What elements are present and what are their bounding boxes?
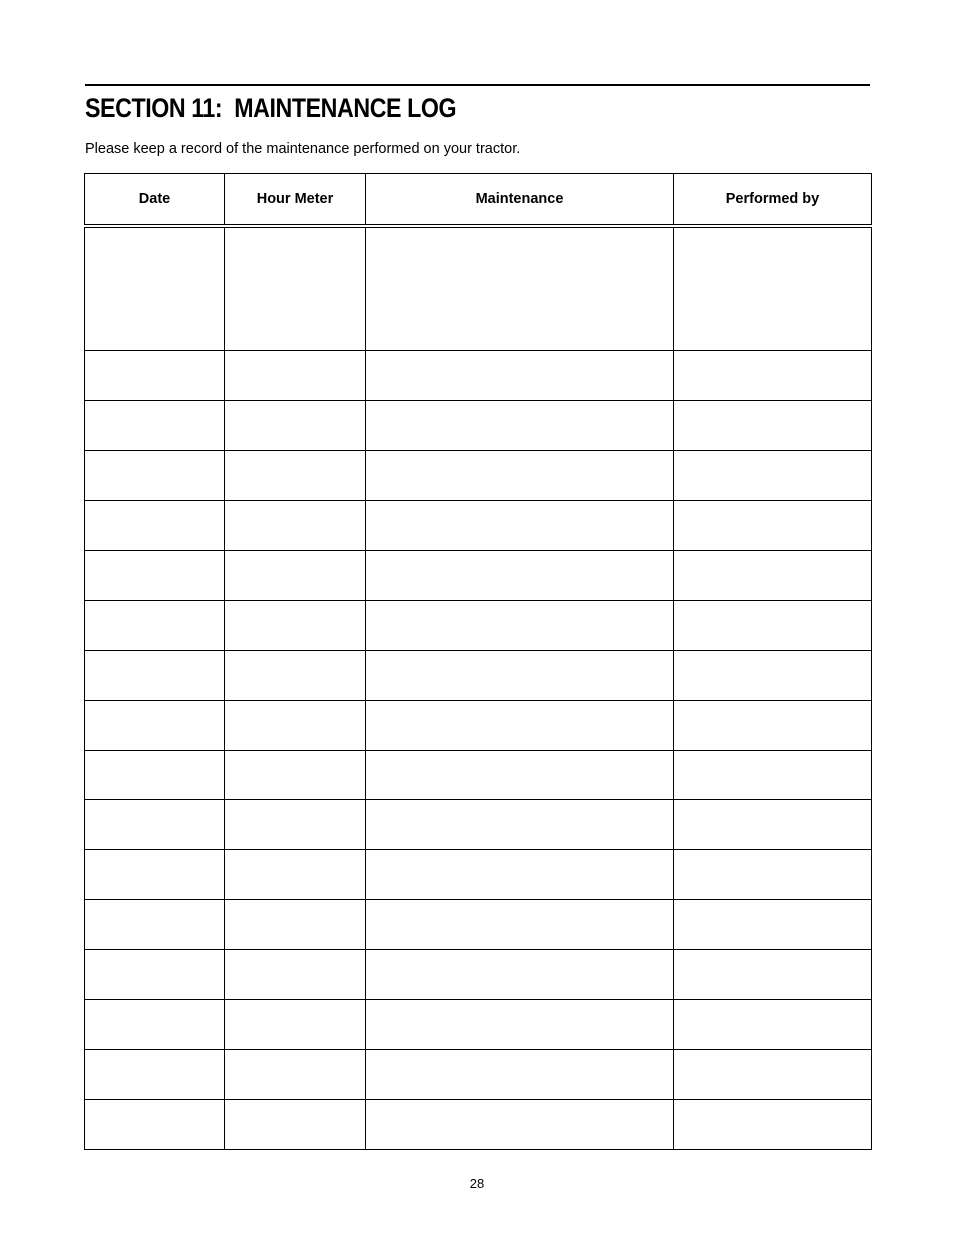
cell-date[interactable] [85,750,225,800]
cell-maintenance[interactable] [366,900,674,950]
cell-maintenance[interactable] [366,501,674,551]
cell-performed-by[interactable] [674,351,872,401]
cell-performed-by[interactable] [674,1099,872,1149]
cell-hour-meter[interactable] [225,1049,366,1099]
cell-maintenance[interactable] [366,451,674,501]
cell-hour-meter[interactable] [225,900,366,950]
table-row [85,401,872,451]
cell-hour-meter[interactable] [225,1099,366,1149]
column-header-maintenance: Maintenance [366,174,674,227]
cell-performed-by[interactable] [674,401,872,451]
cell-hour-meter[interactable] [225,850,366,900]
cell-hour-meter[interactable] [225,451,366,501]
cell-performed-by[interactable] [674,650,872,700]
column-header-date: Date [85,174,225,227]
cell-date[interactable] [85,501,225,551]
table-row [85,850,872,900]
cell-hour-meter[interactable] [225,650,366,700]
table-row [85,900,872,950]
cell-maintenance[interactable] [366,700,674,750]
cell-performed-by[interactable] [674,550,872,600]
table-row [85,700,872,750]
cell-maintenance[interactable] [366,351,674,401]
intro-text: Please keep a record of the maintenance performed on your tractor. [85,141,521,157]
maintenance-log-table [84,173,872,1150]
cell-maintenance[interactable] [366,1049,674,1099]
cell-maintenance[interactable] [366,650,674,700]
cell-performed-by[interactable] [674,600,872,650]
cell-hour-meter[interactable] [225,401,366,451]
cell-hour-meter[interactable] [225,226,366,351]
table-row [85,451,872,501]
section-title: SECTION 11: MAINTENANCE LOG [85,93,457,123]
table-row [85,501,872,551]
cell-maintenance[interactable] [366,800,674,850]
cell-date[interactable] [85,1000,225,1050]
page-number: 28 [469,1176,485,1191]
cell-performed-by[interactable] [674,700,872,750]
cell-performed-by[interactable] [674,850,872,900]
table-row [85,1000,872,1050]
table-row [85,950,872,1000]
cell-maintenance[interactable] [366,401,674,451]
cell-date[interactable] [85,451,225,501]
cell-hour-meter[interactable] [225,1000,366,1050]
cell-performed-by[interactable] [674,501,872,551]
cell-date[interactable] [85,950,225,1000]
table-row [85,750,872,800]
cell-maintenance[interactable] [366,950,674,1000]
cell-hour-meter[interactable] [225,501,366,551]
cell-date[interactable] [85,850,225,900]
cell-hour-meter[interactable] [225,950,366,1000]
cell-date[interactable] [85,650,225,700]
table-row [85,600,872,650]
cell-hour-meter[interactable] [225,550,366,600]
table-row [85,351,872,401]
cell-performed-by[interactable] [674,226,872,351]
cell-maintenance[interactable] [366,1000,674,1050]
cell-date[interactable] [85,900,225,950]
table-row [85,800,872,850]
cell-date[interactable] [85,600,225,650]
cell-performed-by[interactable] [674,900,872,950]
table-row [85,1099,872,1149]
cell-maintenance[interactable] [366,750,674,800]
cell-performed-by[interactable] [674,800,872,850]
cell-hour-meter[interactable] [225,351,366,401]
cell-performed-by[interactable] [674,750,872,800]
cell-hour-meter[interactable] [225,750,366,800]
cell-maintenance[interactable] [366,550,674,600]
column-header-performed-by: Performed by [674,174,872,227]
cell-date[interactable] [85,550,225,600]
cell-maintenance[interactable] [366,226,674,351]
table-row [85,1049,872,1099]
cell-hour-meter[interactable] [225,600,366,650]
cell-performed-by[interactable] [674,1000,872,1050]
cell-performed-by[interactable] [674,451,872,501]
cell-performed-by[interactable] [674,950,872,1000]
cell-date[interactable] [85,1099,225,1149]
cell-date[interactable] [85,401,225,451]
cell-maintenance[interactable] [366,600,674,650]
cell-date[interactable] [85,800,225,850]
table-row [85,550,872,600]
cell-performed-by[interactable] [674,1049,872,1099]
table-row [85,226,872,351]
cell-hour-meter[interactable] [225,800,366,850]
cell-maintenance[interactable] [366,1099,674,1149]
cell-hour-meter[interactable] [225,700,366,750]
top-rule [85,84,870,86]
column-header-hour-meter: Hour Meter [225,174,366,227]
table-header-row [85,174,872,227]
cell-date[interactable] [85,351,225,401]
cell-date[interactable] [85,226,225,351]
table-row [85,650,872,700]
table-body [85,226,872,1150]
cell-date[interactable] [85,700,225,750]
cell-date[interactable] [85,1049,225,1099]
cell-maintenance[interactable] [366,850,674,900]
